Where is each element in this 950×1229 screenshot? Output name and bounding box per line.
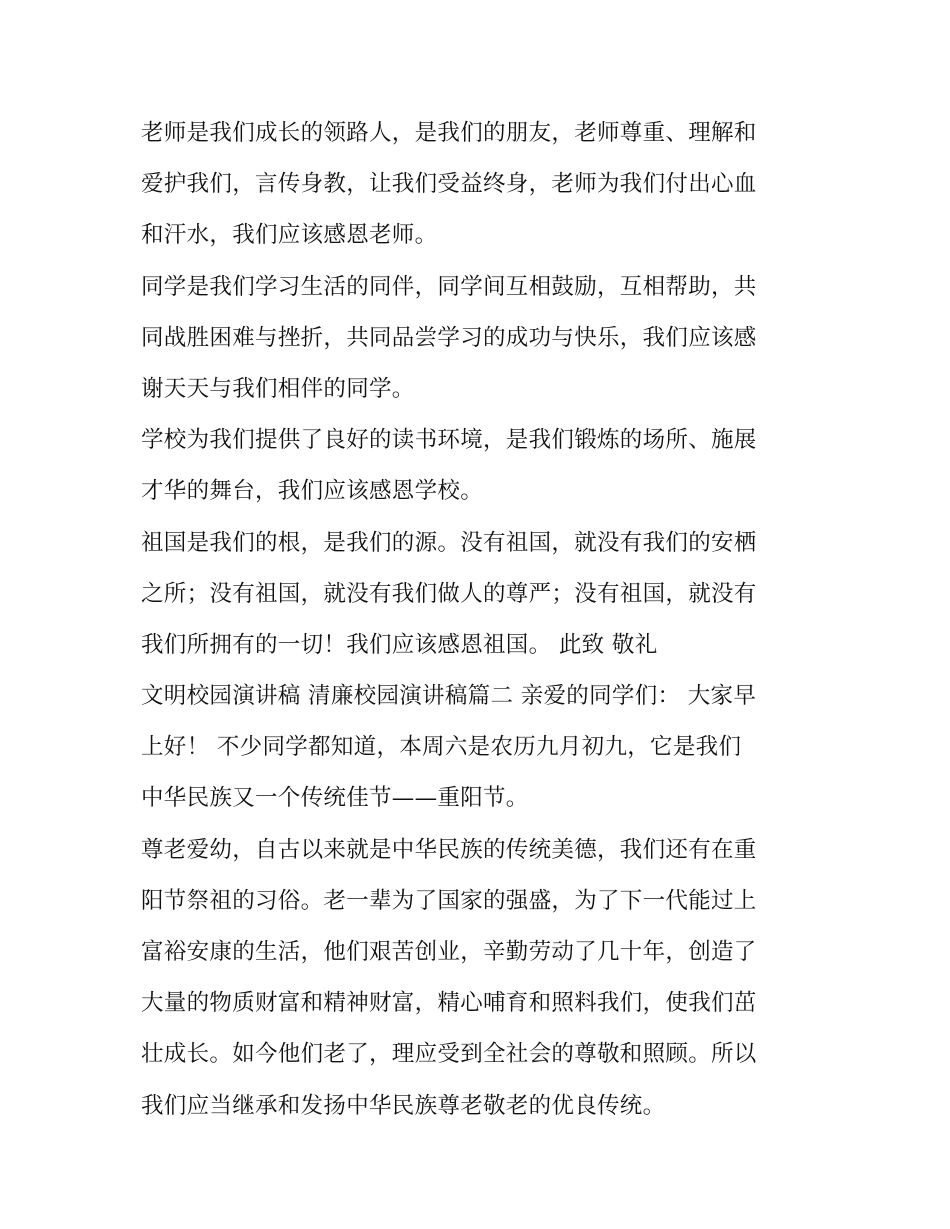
document-body	[141, 108, 821, 1132]
text-line: 文明校园演讲稿 清廉校园演讲稿篇二 亲爱的同学们： 大家早	[141, 683, 757, 710]
text-line: 谢天天与我们相伴的同学。	[141, 375, 415, 402]
text-line: 富裕安康的生活，他们艰苦创业，辛勤劳动了几十年，创造了	[141, 939, 757, 965]
text-line: 祖国是我们的根，是我们的源。没有祖国，就没有我们的安栖	[141, 529, 757, 556]
text-line: 之所；没有祖国，就没有我们做人的尊严；没有祖国，就没有	[141, 580, 757, 607]
text-line: 中华民族又一个传统佳节——重阳节。	[141, 785, 529, 812]
text-line: 尊老爱幼，自古以来就是中华民族的传统美德，我们还有在重	[141, 836, 757, 863]
text-line: 壮成长。如今他们老了，理应受到全社会的尊敬和照顾。所以	[141, 1041, 757, 1068]
text-line: 爱护我们，言传身教，让我们受益终身，老师为我们付出心血	[141, 171, 757, 198]
text-line: 大量的物质财富和精神财富，精心哺育和照料我们，使我们茁	[141, 990, 757, 1017]
text-line: 老师是我们成长的领路人，是我们的朋友，老师尊重、理解和	[141, 120, 757, 146]
text-line: 我们应当继承和发扬中华民族尊老敬老的优良传统。	[141, 1092, 666, 1119]
text-line: 同战胜困难与挫折，共同品尝学习的成功与快乐，我们应该感	[141, 324, 757, 351]
text-line: 上好！ 不少同学都知道，本周六是农历九月初九，它是我们	[141, 734, 742, 761]
text-line: 阳节祭祖的习俗。老一辈为了国家的强盛，为了下一代能过上	[141, 887, 757, 914]
text-line: 学校为我们提供了良好的读书环境，是我们锻炼的场所、施展	[141, 427, 757, 454]
text-line: 才华的舞台，我们应该感恩学校。	[141, 478, 484, 505]
text-line: 和汗水，我们应该感恩老师。	[141, 222, 438, 249]
text-line: 同学是我们学习生活的同伴，同学间互相鼓励，互相帮助，共	[141, 273, 757, 300]
text-line: 我们所拥有的一切！我们应该感恩祖国。 此致 敬礼	[141, 631, 658, 658]
